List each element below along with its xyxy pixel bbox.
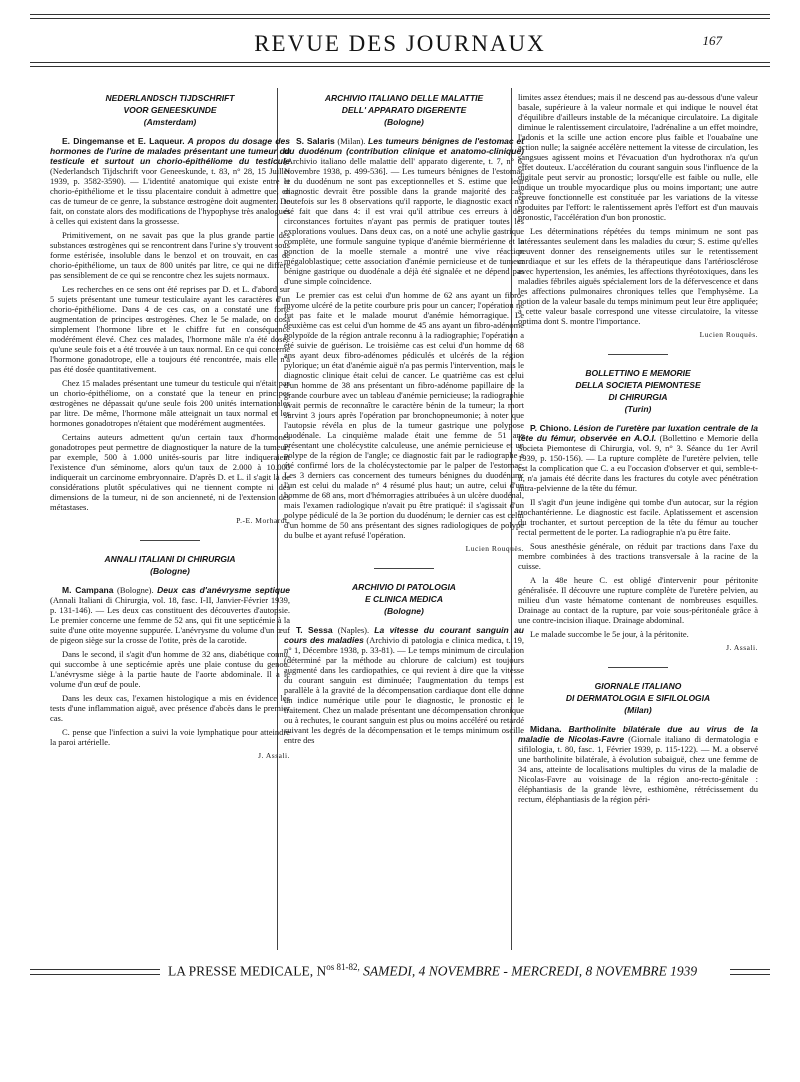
footer-rule-left bbox=[30, 969, 160, 970]
page-header-title: REVUE DES JOURNAUX bbox=[254, 31, 546, 56]
header-rule-top bbox=[30, 14, 770, 15]
article-paragraph: Certains auteurs admettent qu'un certain taux d'hormones gonadotropes peut permettre de diagnostiquer la nature de la tumeur; par exemple, 500 à 1.000 unités-souris par litre indiqueraient l'existence d'un séminome, alors qu'un taux de 2.000 à 10.000 indiquerait un carcinome embryonnaire. D'après D. et L. il s'agit là de considérations plutôt spéculatives qui ne tiennent compte ni des dimensions de la tumeur, ni de son ancienneté, ni de l'extension des métastases. bbox=[50, 432, 290, 512]
article-paragraph: Les déterminations répétées du temps minimum ne sont pas intéressantes seulement dans les maladies du cœur; S. estime qu'elles peuvent donner des renseignements utiles sur le retentissement cardiaque et sur les effets de la thérapeutique dans l'artériosclérose avec hypertension, les anémies, les affections thyréotoxiques, dans les maladies fébriles aiguës spécialement lors de la défervescence et dans les affections pulmonaires chroniques telles que l'emphysème. La notion de la valeur basale du temps minimum peut leur être appliquée; à cette valeur basale correspond une vitesse circulatoire, la vitesse optima dont S. montre l'importance. bbox=[518, 226, 758, 326]
footer-rule-right bbox=[730, 969, 770, 970]
article-paragraph: Sous anesthésie générale, on réduit par tractions dans l'axe du membre combinées à des tractions transversale à la racine de la cuisse. bbox=[518, 541, 758, 571]
footer-rule-right-2 bbox=[730, 974, 770, 975]
article-paragraph: Le malade succombe le 5e jour, à la péritonite. bbox=[530, 629, 689, 639]
footer-rule-left-2 bbox=[30, 974, 160, 975]
article-paragraph: limites assez étendues; mais il ne descend pas au-dessous d'une valeur basale, supérieure à la valeur normale et qui indique le nouvel état d'équilibre d'ailleurs instable de la mécanique circulatoire. La digitale diminue le ralentissement circulatoire, l'adrénaline a un effet moindre, l'adonis et la scille une action encore plus faible et l'ouabaïne une action nulle; la saignée accélère nettement la vitesse de circulation, les sangsues agissent moins et l'évacuation d'un hydrothorax n'a qu'un effet douteux. L'accélération du courant sanguin sous l'influence de la digitale peut servir au pronostic; lorsqu'elle est faible ou nulle, elle indique un trouble myocardique plus ou moins important; une autre épreuve fonctionnelle est constituée par les variations de la vitesse produites par l'effort: le ralentissement après l'effort est d'un mauvais pronostic, l'accélération d'un bon pronostic. bbox=[518, 92, 758, 222]
article-paragraph: Dans les deux cas, l'examen histologique a mis en évidence les tests d'une inflammation aiguë, avec présence d'abcès dans le premier cas. bbox=[50, 693, 290, 723]
column-1 bbox=[50, 92, 290, 775]
section-heading: ARCHIVIO ITALIANO DELLE MALATTIE DELL' APPARATO DIGERENTE (Bologne) bbox=[324, 93, 484, 127]
column-3 bbox=[518, 92, 758, 808]
article-paragraph: Dans le second, il s'agit d'un homme de 32 ans, diabétique connu, qui succombe à une septicémie après une plaie contuse du genou. L'anévrysme siège à la partie haute de l'aorte abdominale. Il a le volume d'un œuf de poule. bbox=[50, 649, 290, 689]
section-heading: NEDERLANDSCH TIJDSCHRIFT VOOR GENEESKUNDE (Amsterdam) bbox=[105, 93, 235, 127]
article-signature: J. Assali. bbox=[258, 751, 290, 760]
article-paragraph: Chez 15 malades présentant une tumeur du testicule qui n'était pas un chorio-épithéliome, on a constaté que la teneur en principes œstrogènes ne dépassait qu'une seule fois 200 unités internationales par litre. De même, l'hormone mâle atteignait un taux normal et les hormones gonadotropes n'étaient que modérément augmentées. bbox=[50, 378, 290, 428]
separator bbox=[374, 568, 434, 569]
article-paragraph: Le premier cas est celui d'un homme de 62 ans ayant un fibro-myome ulcéré de la petite courbure pris pour un cancer; l'opération ne fut pas faite et le malade mourut d'anémie hémorragique. Le deuxième cas est celui d'un homme de 45 ans ayant un fibro-adénome polypoïde de la région antrale reconnu à la radiographie; l'opération a été suivie de guérison. Le troisième cas est celui d'un homme de 68 ans ayant deux fibro-adénomes pédiculés et ulcérés de la région pylorique; un état d'anémie aiguë n'a pas permis l'intervention, mais le diagnostic clinique était celui de cancer. Le quatrième cas est celui d'un homme de 38 ans présentant un fibro-adénome papillaire de la grande courbure avec un tableau d'anémie pernicieuse; la radiographie avait permis de reconnaître le caractère bénin de la tumeur; la mort survint 3 jours après l'opération par bronchopneumonie; à noter que l'autopsie révéla en plus de la tumeur gastrique une polypose duodénale. La cinquième malade était une femme de 51 ans présentant une cholécystite calculeuse, une anémie pernicieuse et un polype de la région de l'angle; ce diagnostic fait par le radiographe a été confirmé lors de la cholécystectomie par le palper de l'estomac. Les 3 derniers cas concernent des tumeurs bénignes du duodénum: l'un est celui du malade n° 4 résumé plus haut; un autre, celui d'un homme de 68 ans, mort d'hémorragies attribuées à un ulcère duodénal, mais l'examen radiologique n'avait pu être pratiqué: il s'agissait d'un polype pédiculé de la 3e portion du duodénum; le dernier cas est celui d'un homme de 50 ans présentant des signes radiologiques de polype du bulbe et ayant refusé l'opération. bbox=[284, 290, 524, 540]
footer-date: SAMEDI, 4 NOVEMBRE - MERCREDI, 8 NOVEMBRE 1939 bbox=[363, 963, 698, 979]
footer-journal: LA PRESSE MEDICALE, N bbox=[168, 963, 327, 979]
section-heading: ARCHIVIO DI PATOLOGIA E CLINICA MEDICA (Bologne) bbox=[352, 582, 456, 616]
article-paragraph: T. Sessa (Naples). La vitesse du courant sanguin au cours des maladies (Archivio di patologia e clinica medica, t. 19, n° 1, Décembre 1938, p. 33-81). — Le temps minimum de circulation (déterminé par la méthode au chlorure de calcium) est toujours augmenté dans les cardiopathies, ce qui revient à dire que la vitesse du courant sanguin est diminuée; l'augmentation du temps est parallèle à la gravité de la décompensation cardiaque dont elle donne un indice numérique utile pour le diagnostic, le pronostic et le traitement. Chez un malade présentant une décompensation chronique ou à rechutes, le courant sanguin est plus ou moins accéléré ou retardé suivant les degrés de la décompensation et le temps minimum oscille entre des bbox=[284, 625, 525, 745]
article-signature: P.-E. Morhardt. bbox=[236, 516, 290, 525]
section-heading: BOLLETTINO E MEMORIE DELLA SOCIETA PIEMONTESE DI CHIRURGIA (Turin) bbox=[575, 368, 701, 414]
article-paragraph: E. Dingemanse et E. Laqueur. A propos du dosage des hormones de l'urine de malades présentant une tumeur du testicule et surtout un chorio-épithéliome du testicule (Nederlandsch Tijdschrift voor Geneeskunde, t. 83, n° 28, 15 Juillet 1939, p. 3582-3590). — L'identité anatomique qui existe entre le chorio-épithéliome et le tissu placentaire conduit à admettre que, en cas de tumeur de ce genre, la substance œstrogène doit augmenter. De fait, on constate alors des modifications de l'hypophyse très analogues à celles qui existent dans la grossesse. bbox=[50, 136, 290, 226]
article-paragraph: Primitivement, on ne savait pas que la plus grande partie des substances œstrogènes qui se rencontrent dans l'urine s'y trouvent sous forme estérisée, insoluble dans le benzol et on trouvait, en cas de chorio-épithéliome, un taux de 800 unités par litre, ce qui ne diffère pas sensiblement de ce qui se rencontre chez les sujets normaux. bbox=[50, 230, 290, 280]
footer-issue: os 81-82, bbox=[326, 962, 360, 972]
separator bbox=[608, 354, 668, 355]
section-heading: GIORNALE ITALIANO DI DERMATOLOGIA E SIFILOLOGIA (Milan) bbox=[565, 681, 711, 715]
article-paragraph: Il s'agit d'un jeune indigène qui tombe d'un autocar, sur la région trochantérienne. Le diagnostic est facile. Aplatissement et ascension du trochanter, et surtout perception de la tête du fémur au toucher rectal permettent de le porter. La radiographie n'a pu être faite. bbox=[518, 497, 758, 537]
article-signature: Lucien Rouquès. bbox=[465, 544, 524, 553]
article-paragraph: Les recherches en ce sens ont été reprises par D. et L. d'abord sur 5 sujets présentant une tumeur testiculaire ayant les caractères d'un chorio-épithéliome. Dans 4 de ces cas, on a constaté une forte augmentation de principes œstrogènes. Chez le 5e malade, on dosa simplement l'hormone libre et le chiffre fut en conséquence modérément élevé. Chez ces malades, l'hormone mâle n'a été dosée qu'une seule fois et a été trouvée à un taux normal. En ce qui concerne l'hormone gonadotrope, elle a toujours été rencontrée, mais elle n'a pas été dosée quantitativement. bbox=[50, 284, 290, 374]
article-signature: Lucien Rouquès. bbox=[699, 330, 758, 339]
separator bbox=[140, 540, 200, 541]
page-number: 167 bbox=[702, 33, 722, 48]
article-paragraph: S. Salaris (Milan). Les tumeurs bénignes de l'estomac et du duodénum (contribution clinique et anatomo-clinique) [Archivio italiano delle malattie dell' apparato digerente, t. 7, n° 6, Novembre 1938, p. 499-536]. — Les tumeurs bénignes de l'estomac et du duodénum ne sont pas exceptionnelles et S. estime que leur diagnostic devrait être possible dans la grande majorité des cas; toutefois sur les 8 observations qu'il rapporte, le diagnostic exact n'a été fait que dans 4: il est vrai qu'il attribue ces erreurs à des circonstances fortuites n'ayant pas permis de pratiquer toutes les explorations voulues. Dans deux cas, on a noté une achylie gastrique complète, une formule sanguine typique d'anémie biermérienne et la ponction de la moelle sternale a montré une vive réaction mégaloblastique; cette association d'anémie pernicieuse et de tumeur bénigne gastrique ou duodénale a déjà été signalée et ne dépend pas d'une simple coïncidence. bbox=[284, 136, 525, 286]
column-2 bbox=[284, 92, 524, 749]
article-paragraph: A la 48e heure C. est obligé d'intervenir pour péritonite généralisée. Il découvre une rupture complète de l'uretère pelvien, au milieu d'un vaste hématome contenant de nombreuses esquilles. Drainage au contact de la rupture, par voie sous-péritonéale grâce à une contre-incision iliaque. Drainage abdominal. bbox=[518, 575, 758, 625]
article-paragraph: C. pense que l'infection a suivi la voie lymphatique pour atteindre la paroi artérielle. bbox=[50, 727, 290, 747]
article-paragraph: P. Chiono. Lésion de l'uretère par luxation centrale de la tête du fémur, observée en A.O.I. (Bollettino e Memorie della Societa Piemontese di Chirurgia, vol. 9, n° 3. Séance du 1er Avril 1939, p. 150-156). — La rupture complète de l'uretère pelvien, telle est la complication que C. a eu l'occasion d'observer et qui, semble-t-il, n'a jamais été décrite dans les fractures du cotyle avec pénétration intra-pelvienne de la tête du fémur. bbox=[518, 423, 759, 493]
article-signature: J. Assali. bbox=[726, 643, 758, 652]
header-rule-bottom bbox=[30, 62, 770, 63]
article-paragraph: Midana. Bartholinite bilatérale due au virus de la maladie de Nicolas-Favre (Giornale italiano di dermatologia e sifilologia, t. 80, fasc. 1, Février 1939, p. 115-122). — M. a observé une bartholinite bilatérale, à évolution subaiguë, chez une femme de 34 ans, atteinte de localisations multiples du virus de la maladie de Nicolas-Favre au voisinage de la région ano-recto-génitale : éléphantiasis de la grande lèvre, esthiomène, rétrécissement du rectum, éléphantiasis de la région péri- bbox=[518, 724, 759, 804]
separator bbox=[608, 667, 668, 668]
page-footer bbox=[168, 962, 697, 980]
section-heading: ANNALI ITALIANI DI CHIRURGIA (Bologne) bbox=[104, 554, 236, 576]
header-rule-bottom-2 bbox=[30, 66, 770, 67]
header-rule-top-2 bbox=[30, 18, 770, 19]
article-paragraph: M. Campana (Bologne). Deux cas d'anévrysme septique (Annali Italiani di Chirurgia, vol. 18, fasc. I-II, Janvier-Février 1939, p. 131-146). — Les deux cas constituent des découvertes d'autopsie. Le premier concerne une femme de 52 ans, qui fit une septicémie à la suite d'une otite moyenne suppurée. L'anévrysme du volume d'un œuf de pigeon siège sur la crosse de l'otite, près de la carotide. bbox=[50, 585, 290, 645]
